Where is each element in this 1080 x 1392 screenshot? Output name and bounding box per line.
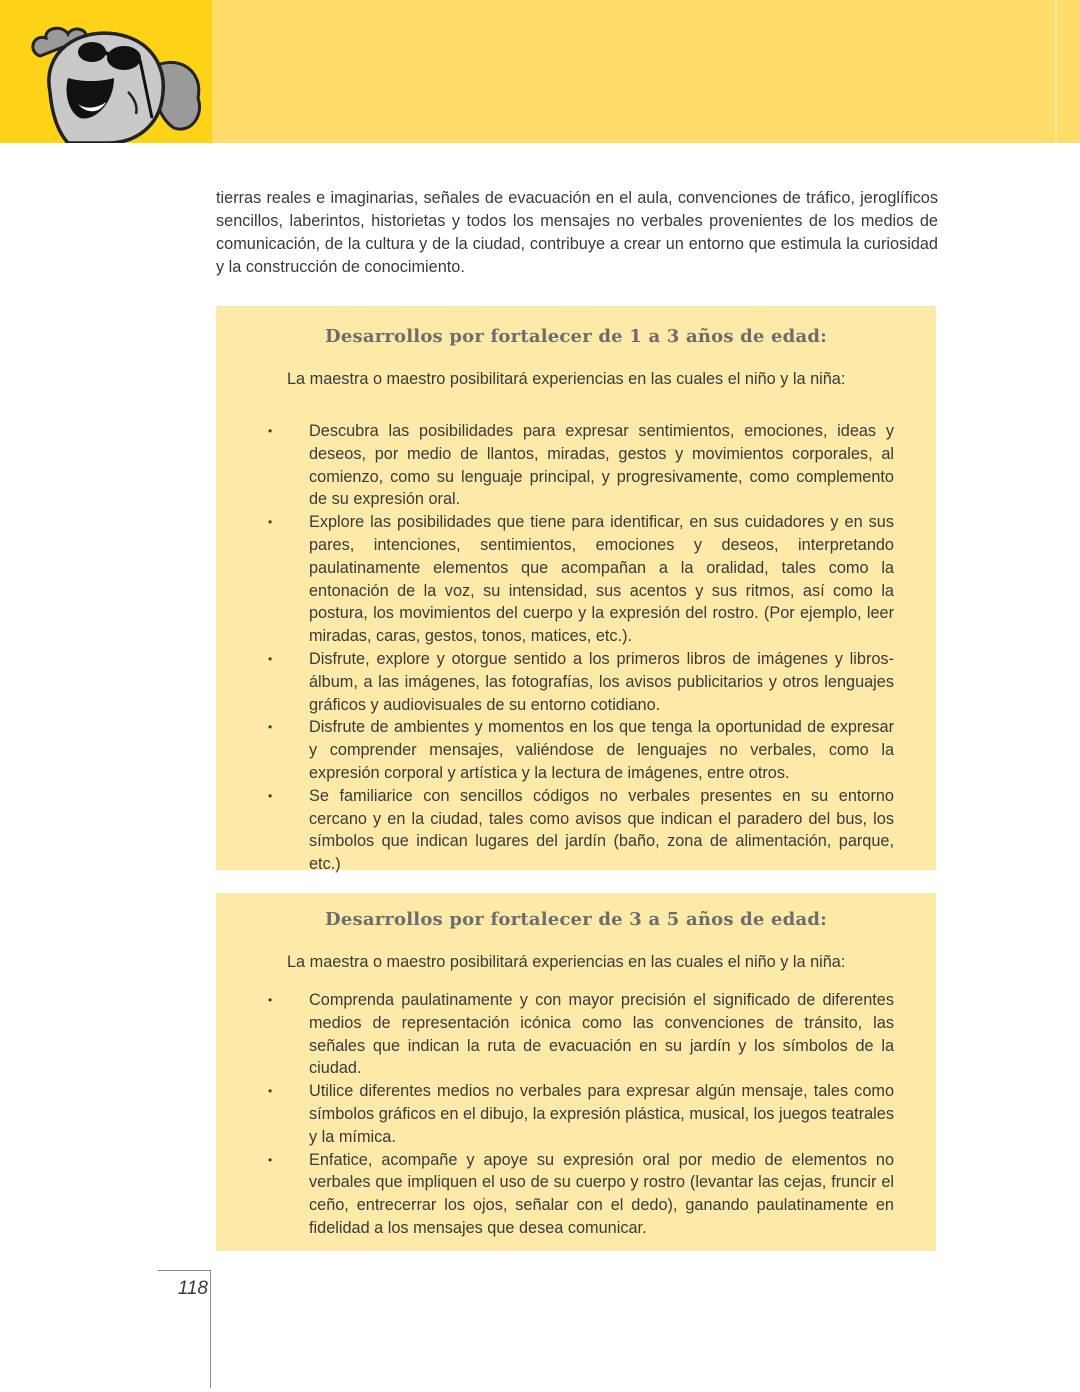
- list-item: [268, 420, 894, 511]
- box-title: Desarrollos por fortalecer de 3 a 5 años de edad:: [325, 909, 827, 930]
- box-intro: La maestra o maestro posibilitará experiencias en las cuales el niño y la niña:: [287, 953, 846, 971]
- page-number: 118: [177, 1278, 208, 1299]
- bullet-icon: •: [268, 788, 273, 803]
- list-item: [268, 989, 894, 1080]
- page-number-rule-vertical: [210, 1270, 211, 1388]
- list-item-text: Utilice diferentes medios no verbales para expresar algún mensaje, tales como símbolos gráficos en el dibujo, la expresión plástica, musical, los juegos teatrales y la mímica.: [309, 1082, 894, 1146]
- list-item: [268, 716, 894, 784]
- list-item-text: Comprenda paulatinamente y con mayor precisión el significado de diferentes medios de representación icónica como las convenciones de tránsito, las señales que indican la ruta de evacuación en su jardín y los símbolos de la ciudad.: [309, 991, 894, 1078]
- list-item-text: Descubra las posibilidades para expresar sentimientos, emociones, ideas y deseos, por medio de llantos, miradas, gestos y movimientos corporales, al comienzo, como su lenguaje principal, y progresivamente, como complemento de su expresión oral.: [309, 422, 894, 509]
- bullet-icon: •: [268, 515, 273, 530]
- list-item-text: Disfrute de ambientes y momentos en los que tenga la oportunidad de expresar y comprender mensajes, valiéndose de lenguajes no verbales, como la expresión corporal y artística y la lectura de imágenes, entre otros.: [309, 718, 894, 782]
- list-item: [268, 785, 894, 876]
- list-item-text: Enfatice, acompañe y apoye su expresión oral por medio de elementos no verbales que impliquen el uso de su cuerpo y rostro (levantar las cejas, fruncir el ceño, entrecerrar los ojos, señalar con el dedo), ganando paulatinamente en fidelidad a los mensajes que desea comunicar.: [309, 1150, 894, 1237]
- list-item: [268, 1080, 894, 1148]
- list-item: [268, 648, 894, 716]
- development-box-1-3-years: [216, 306, 936, 874]
- bullet-icon: •: [268, 651, 273, 666]
- intro-paragraph: tierras reales e imaginarias, señales de evacuación en el aula, convenciones de tráfico, jeroglíficos sencillos, laberintos, historietas y todos los mensajes no verbales provenientes de los medios de comunicación, de la cultura y de la ciudad, contribuye a crear un entorno que estimula la curiosidad y la construcción de conocimiento.: [216, 189, 938, 276]
- development-list: [268, 420, 894, 876]
- bullet-icon: •: [268, 720, 273, 735]
- bullet-icon: •: [268, 993, 273, 1007]
- header-divider: [1055, 0, 1057, 143]
- list-item: [268, 1149, 894, 1240]
- box-title: Desarrollos por fortalecer de 1 a 3 años de edad:: [325, 326, 827, 347]
- mascot-illustration: [28, 22, 208, 143]
- box-intro: La maestra o maestro posibilitará experiencias en las cuales el niño y la niña:: [287, 370, 846, 388]
- list-item: [268, 511, 894, 648]
- page-header: [0, 0, 1080, 143]
- list-item-text: Disfrute, explore y otorgue sentido a los primeros libros de imágenes y libros-álbum, a las imágenes, las fotografías, los avisos publicitarios y otros lenguajes gráficos y audiovisuales de su entorno cotidiano.: [309, 649, 894, 714]
- bullet-icon: •: [268, 1084, 273, 1099]
- bullet-icon: •: [268, 424, 273, 438]
- bullet-icon: •: [268, 1152, 273, 1167]
- list-item-text: Se familiarice con sencillos códigos no verbales presentes en su entorno cercano y en la ciudad, tales como avisos que indican el paradero del bus, los símbolos que indican lugares del jardín (baño, zona de alimentación, parque, etc.): [309, 786, 894, 874]
- development-box-3-5-years: [216, 893, 936, 1251]
- development-list: [268, 989, 894, 1240]
- list-item-text: Explore las posibilidades que tiene para identificar, en sus cuidadores y en sus pares, intenciones, sentimientos, emociones y deseos, interpretando paulatinamente elementos que acompañan a la oralidad, tales como la entonación de la voz, su intensidad, sus acentos y sus ritmos, así como la postura, los movimientos del cuerpo y la expresión del rostro. (Por ejemplo, leer miradas, caras, gestos, tonos, matices, etc.).: [309, 513, 894, 646]
- page-number-rule-horizontal: [158, 1270, 211, 1271]
